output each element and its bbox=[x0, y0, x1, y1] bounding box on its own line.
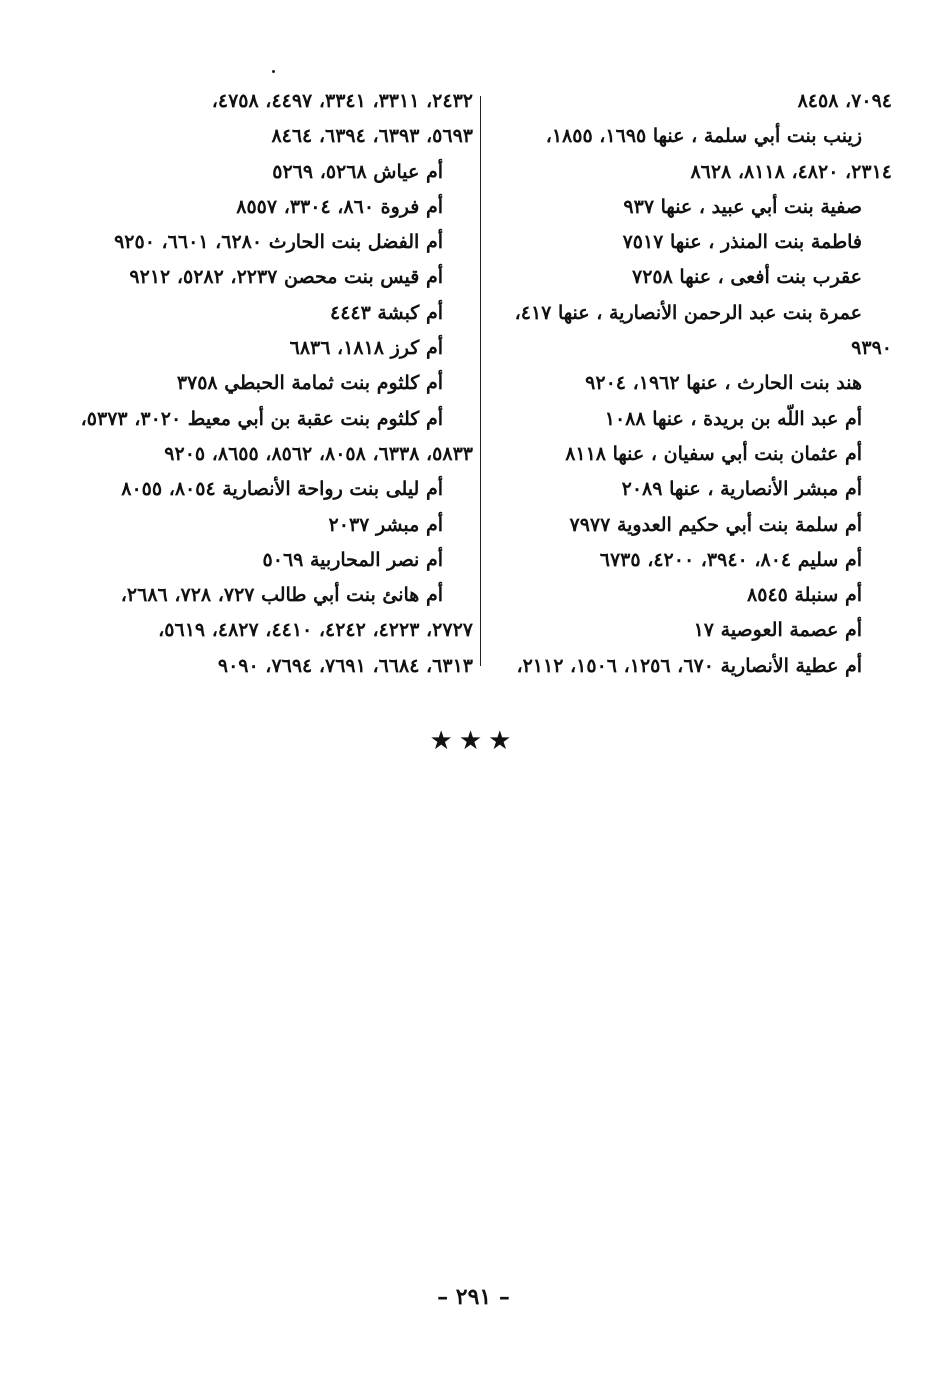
index-entry: أم سنبلة ٨٥٤٥ bbox=[747, 584, 862, 607]
index-entry: أم عطية الأنصارية ٦٧٠، ١٢٥٦، ١٥٠٦، ٢١١٢، bbox=[516, 654, 862, 677]
left-column bbox=[68, 84, 473, 684]
index-continuation-line: ٢٧٢٧، ٤٢٢٣، ٤٢٤٢، ٤٤١٠، ٤٨٢٧، ٥٦١٩، bbox=[158, 619, 473, 642]
index-entry: أم كبشة ٤٤٤٣ bbox=[329, 301, 443, 324]
index-entry: عقرب بنت أفعى ، عنها ٧٢٥٨ bbox=[631, 266, 862, 289]
index-entry: أم هانئ بنت أبي طالب ٧٢٧، ٧٢٨، ٢٦٨٦، bbox=[120, 584, 443, 607]
index-entry: أم فروة ٨٦٠، ٣٣٠٤، ٨٥٥٧ bbox=[236, 195, 443, 218]
index-entry: أم عثمان بنت أبي سفيان ، عنها ٨١١٨ bbox=[565, 442, 862, 465]
ink-speck bbox=[272, 70, 275, 73]
index-entry: أم مبشر ٢٠٣٧ bbox=[328, 513, 443, 536]
index-entry: أم عصمة العوصية ١٧ bbox=[693, 619, 862, 642]
index-entry: أم كلثوم بنت عقبة بن أبي معيط ٣٠٢٠، ٥٣٧٣، bbox=[80, 407, 443, 430]
index-entry: أم عياش ٥٢٦٨، ٥٢٦٩ bbox=[272, 160, 443, 183]
index-entry: أم سلمة بنت أبي حكيم العدوية ٧٩٧٧ bbox=[569, 513, 862, 536]
index-entry: أم مبشر الأنصارية ، عنها ٢٠٨٩ bbox=[621, 478, 862, 501]
index-entry: أم كرز ١٨١٨، ٦٨٣٦ bbox=[289, 337, 443, 360]
index-continuation-line: ٢٤٣٢، ٣٣١١، ٣٣٤١، ٤٤٩٧، ٤٧٥٨، bbox=[211, 90, 473, 112]
index-continuation-line: ٥٨٣٣، ٦٣٣٨، ٨٠٥٨، ٨٥٦٢، ٨٦٥٥، ٩٢٠٥ bbox=[164, 442, 473, 465]
index-continuation-line: ٢٣١٤، ٤٨٢٠، ٨١١٨، ٨٦٢٨ bbox=[690, 160, 892, 183]
column-divider bbox=[480, 96, 481, 666]
index-entry: أم كلثوم بنت ثمامة الحبطي ٣٧٥٨ bbox=[176, 372, 443, 395]
index-entry: أم نصر المحاربية ٥٠٦٩ bbox=[262, 548, 443, 571]
page-number: – ٢٩١ – bbox=[437, 1284, 510, 1310]
right-column bbox=[494, 84, 892, 684]
index-continuation-line: ٧٠٩٤، ٨٤٥٨ bbox=[797, 90, 892, 112]
index-entry: صفية بنت أبي عبيد ، عنها ٩٣٧ bbox=[623, 195, 862, 218]
index-entry: زينب بنت أبي سلمة ، عنها ١٦٩٥، ١٨٥٥، bbox=[545, 125, 862, 148]
index-entry: عمرة بنت عبد الرحمن الأنصارية ، عنها ٤١٧، bbox=[514, 301, 862, 324]
index-entry: أم قيس بنت محصن ٢٢٣٧، ٥٢٨٢، ٩٢١٢ bbox=[129, 266, 443, 289]
index-entry: فاطمة بنت المنذر ، عنها ٧٥١٧ bbox=[622, 231, 862, 254]
section-separator: ★★★ bbox=[429, 726, 518, 756]
index-entry: أم سليم ٨٠٤، ٣٩٤٠، ٤٢٠٠، ٦٧٣٥ bbox=[599, 548, 862, 571]
index-continuation-line: ٦٣١٣، ٦٦٨٤، ٧٦٩١، ٧٦٩٤، ٩٠٩٠ bbox=[217, 654, 473, 677]
index-continuation-line: ٩٣٩٠ bbox=[851, 337, 892, 360]
index-continuation-line: ٥٦٩٣، ٦٣٩٣، ٦٣٩٤، ٨٤٦٤ bbox=[271, 125, 473, 148]
index-entry: أم الفضل بنت الحارث ٦٢٨٠، ٦٦٠١، ٩٢٥٠ bbox=[114, 231, 443, 254]
index-entry: أم ليلى بنت رواحة الأنصارية ٨٠٥٤، ٨٠٥٥ bbox=[121, 478, 443, 501]
index-entry: هند بنت الحارث ، عنها ١٩٦٢، ٩٢٠٤ bbox=[585, 372, 862, 395]
index-entry: أم عبد اللّه بن بريدة ، عنها ١٠٨٨ bbox=[604, 407, 862, 430]
